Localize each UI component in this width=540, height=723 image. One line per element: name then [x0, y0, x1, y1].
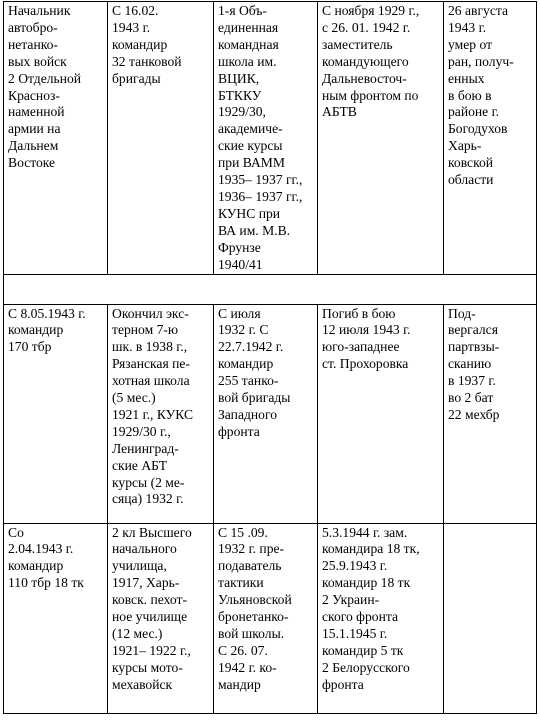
- table-cell: [318, 523, 444, 713]
- table-row: [4, 523, 537, 713]
- cell-text: С июля 1932 г. С 22.7.1942 г. командир 255 танко- вой бригады Западного фронта: [218, 305, 291, 439]
- cell-text: 26 августа 1943 г. умер от ран, получ- енных в бою в районе г. Богодухов Харь- ковской области: [448, 3, 514, 188]
- table-spacer-row: [4, 274, 537, 304]
- cell-text: С 16.02. 1943 г. командир 32 танковой бригады: [112, 3, 182, 86]
- cell-text: С 8.05.1943 г. командир 170 тбр: [8, 305, 86, 355]
- table-cell: [214, 304, 318, 523]
- cell-text: Со 2.04.1943 г. командир 110 тбр 18 тк: [8, 524, 84, 591]
- table-cell: [108, 523, 214, 713]
- cell-text: 1-я Объ- единенная командная школа им. ВЦИК, БТККУ 1929/30, академиче- ские курсы при ВАММ 1935– 1937 гг., 1936– 1937 гг., КУНС при ВА им. М.В. Фрунзе 1940/41: [218, 3, 303, 272]
- table-cell: [444, 2, 537, 275]
- table-cell: [444, 523, 537, 713]
- biography-table: [3, 1, 537, 714]
- table-cell: [214, 523, 318, 713]
- table-cell: [318, 2, 444, 275]
- table-cell: [318, 304, 444, 523]
- cell-text: 5.3.1944 г. зам. командира 18 тк, 25.9.1943 г. командир 18 тк 2 Украин- ского фронта 15.1.1945 г. командир 5 тк 2 Белорусского фронта: [322, 524, 420, 692]
- table-cell: [108, 304, 214, 523]
- cell-text: С 15 .09. 1932 г. пре- подаватель тактики Ульяновской бронетанко- вой школы. С 26. 07. 1942 г. ко- мандир: [218, 524, 292, 692]
- table-cell: [444, 304, 537, 523]
- cell-text: 2 кл Высшего начального училища, 1917, Харь- ковск. пехот- ное училище (12 мес.) 1921– 1922 г., курсы мото- мехавойск: [112, 524, 192, 692]
- table-spacer-cell: [4, 274, 537, 304]
- table-row: [4, 304, 537, 523]
- cell-text: Окончил экс- терном 7-ю шк. в 1938 г., Рязанская пе- хотная школа (5 мес.) 1921 г., КУКС 1929/30 г., Ленинград- ские АБТ курсы (2 ме- сяца) 1932 г.: [112, 305, 194, 507]
- cell-text: Под- вергался партвзы- сканию в 1937 г. во 2 бат 22 мехбр: [448, 305, 500, 422]
- document-page: [3, 1, 536, 723]
- table-cell: [4, 2, 108, 275]
- table-cell: [108, 2, 214, 275]
- table-cell: [4, 523, 108, 713]
- cell-text: Погиб в бою 12 июля 1943 г. юго-западнее ст. Прохоровка: [322, 305, 411, 372]
- table-cell: [4, 304, 108, 523]
- table-row: [4, 2, 537, 275]
- cell-text: Начальник автобро- нетанко- вых войск 2 Отдельной Краснoз- наменной армии на Дальнем Востоке: [8, 3, 82, 171]
- table-cell: [214, 2, 318, 275]
- cell-text: С ноября 1929 г., с 26. 01. 1942 г. заместитель командующего Дальневосточ- ным фронтом по АБТВ: [322, 3, 420, 120]
